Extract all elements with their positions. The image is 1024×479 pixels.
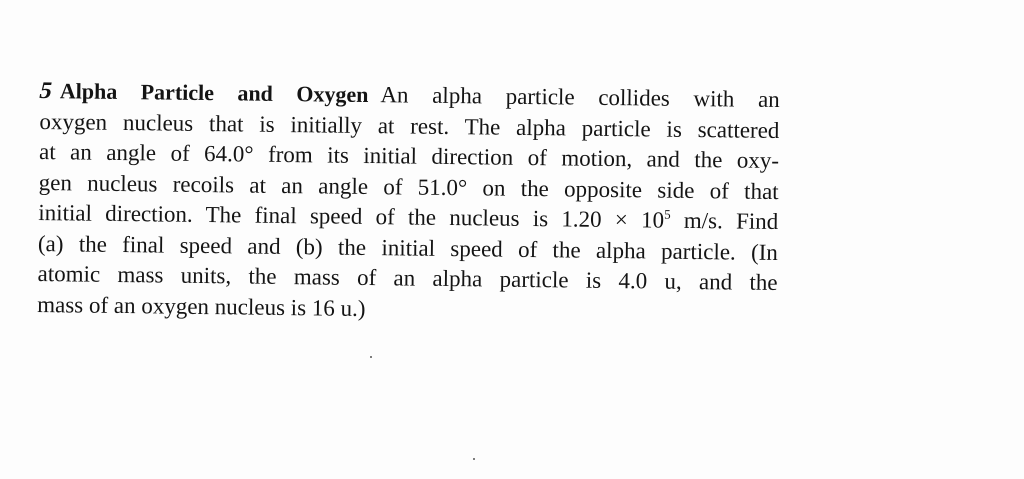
problem-line-3: at an angle of 64.0° from its initial direction of motion, and the oxy- bbox=[38, 138, 780, 174]
problem-line-2: oxygen nucleus that is initially at rest. The alpha particle is scattered bbox=[39, 108, 780, 143]
scan-speck bbox=[370, 356, 372, 358]
problem-line-4: gen nucleus recoils at an angle of 51.0° on the opposite side of that bbox=[38, 169, 779, 204]
problem-line-6: (a) the final speed and (b) the initial speed of the alpha particle. (In bbox=[37, 230, 779, 265]
problem-text bbox=[37, 76, 780, 329]
problem-text-line-5a: initial direction. The final speed of the nucleus is 1.20 × 10 bbox=[38, 199, 665, 233]
exponent: 5 bbox=[664, 206, 671, 222]
problem-line-7: atomic mass units, the mass of an alpha particle is 4.0 u, and the bbox=[37, 260, 778, 296]
problem-text-line-5b: m/s. Find bbox=[670, 207, 779, 235]
problem-line-8: mass of an oxygen nucleus is 16 u.) bbox=[37, 291, 366, 321]
problem-number: 5 bbox=[36, 78, 55, 105]
scan-speck bbox=[473, 458, 475, 460]
problem-text-line-1: An alpha particle collides with an bbox=[380, 82, 780, 113]
problem-title: Alpha Particle and Oxygen bbox=[59, 78, 369, 108]
